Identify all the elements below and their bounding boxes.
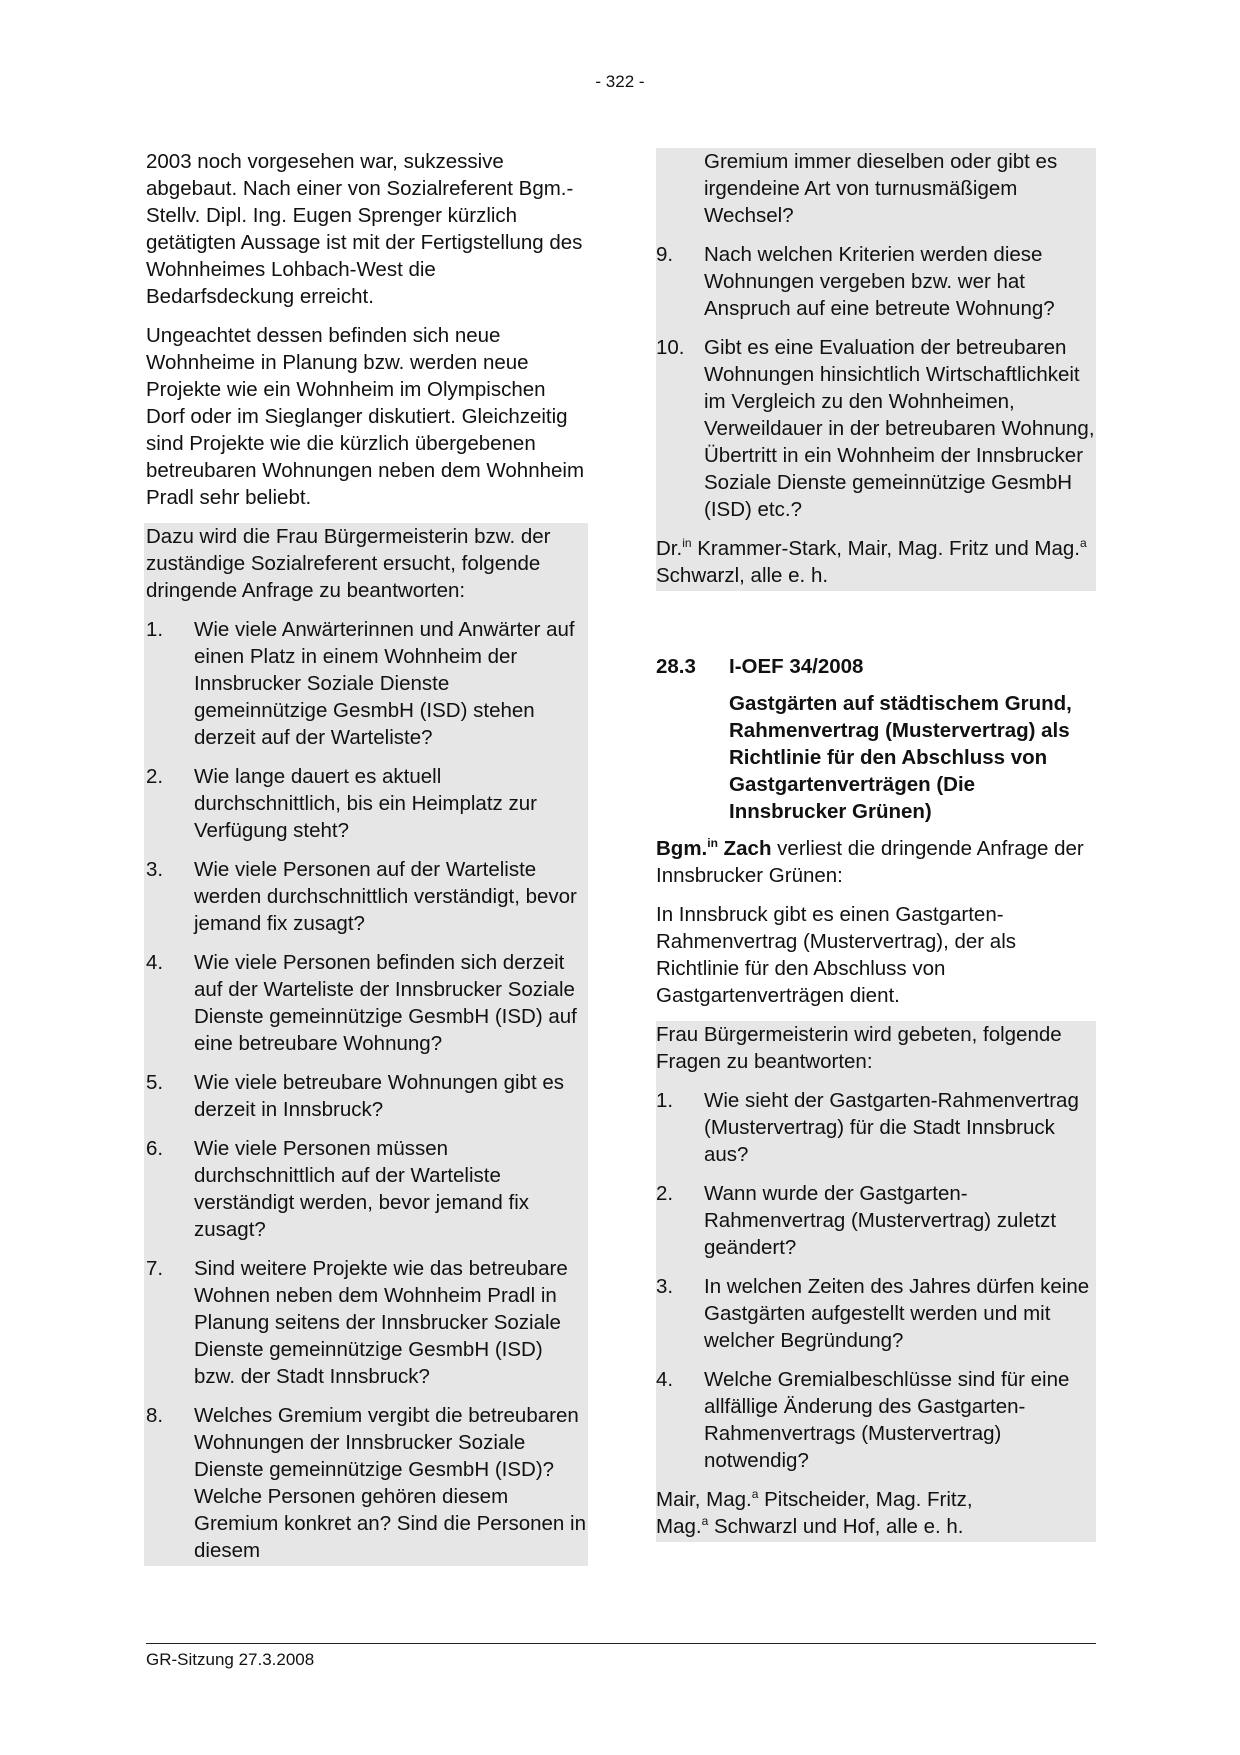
question-list — [656, 241, 1096, 523]
item-number: 9. — [656, 243, 674, 266]
section-code: I-OEF 34/2008 — [729, 655, 864, 678]
item-text: Welche Gremialbeschlüsse sind für eine allfällige Änderung des Gastgarten-Rahmenvertrags (Mustervertrag) notwendig? — [704, 1368, 1070, 1472]
item-text: Nach welchen Kriterien werden diese Wohnungen vergeben bzw. wer hat Anspruch auf eine betreute Wohnung? — [704, 243, 1055, 320]
item-text: Gibt es eine Evaluation der betreubaren Wohnungen hinsichtlich Wirtschaftlichkeit im Vergleich zu den Wohnheimen, Verweildauer in der betreubaren Wohnung, Übertritt in ein Wohnheim der Innsbrucker Soziale Dienste gemeinnützige GesmbH (ISD) etc.? — [704, 336, 1095, 521]
list-item — [146, 1402, 588, 1564]
list-item — [146, 616, 588, 751]
item-number: 7. — [146, 1257, 164, 1280]
question-list — [146, 616, 588, 1564]
item-number: 2. — [656, 1182, 674, 1205]
list-item — [146, 856, 588, 937]
item-number: 2. — [146, 765, 164, 788]
item-text: Wie viele Anwärterinnen und Anwärter auf einen Platz in einem Wohnheim der Innsbrucker Soziale Dienste gemeinnützige GesmbH (ISD) stehen derzeit auf der Warteliste? — [194, 618, 575, 749]
item-text: Sind weitere Projekte wie das betreubare Wohnen neben dem Wohnheim Pradl in Planung seitens der Innsbrucker Soziale Dienste gemeinnützige GesmbH (ISD) bzw. der Stadt Innsbruck? — [194, 1257, 568, 1388]
list-item — [146, 763, 588, 844]
paragraph: In Innsbruck gibt es einen Gastgarten-Rahmenvertrag (Mustervertrag), der als Richtlinie für den Abschluss von Gastgartenverträgen dient. — [656, 903, 1017, 1007]
item-text: Wie viele Personen müssen durchschnittlich auf der Warteliste verständigt werden, bevor jemand fix zusagt? — [194, 1137, 530, 1241]
signatories: Mair, Mag.$^a$ Pitscheider, Mag. Fritz, Mag.$^a$ Schwarzl und Hof, alle e. h. — [656, 1487, 973, 1538]
page-number: - 322 - — [595, 72, 645, 91]
item-number: 1. — [656, 1089, 674, 1112]
item-text: In welchen Zeiten des Jahres dürfen keine Gastgärten aufgestellt werden und mit welcher Begründung? — [704, 1275, 1090, 1352]
footer-divider — [146, 1643, 1096, 1644]
item-number: 4. — [146, 951, 164, 974]
item-text: Wie viele Personen auf der Warteliste werden durchschnittlich verständigt, bevor jemand fix zusagt? — [194, 858, 577, 935]
signatories: Dr.$^{in}$ Krammer-Stark, Mair, Mag. Fritz und Mag.$^a$ Schwarzl, alle e. h. — [656, 536, 1087, 587]
item-number: 10. — [656, 336, 685, 359]
list-item — [656, 241, 1096, 322]
item-number: 6. — [146, 1137, 164, 1160]
item-number: 3. — [146, 858, 164, 881]
item-number: 8. — [146, 1404, 164, 1427]
list-item — [146, 1255, 588, 1390]
list-item — [146, 1135, 588, 1243]
right-column — [656, 148, 1096, 1542]
item-text: Wann wurde der Gastgarten-Rahmenvertrag (Mustervertrag) zuletzt geändert? — [704, 1182, 1057, 1259]
left-column — [146, 148, 588, 1566]
question-list — [656, 1087, 1096, 1474]
reader-line: Bgm.$^{in}$ Zach verliest die dringende Anfrage der Innsbrucker Grünen: — [656, 836, 1084, 887]
item-number: 3. — [656, 1275, 674, 1298]
item-text: Welches Gremium vergibt die betreubaren Wohnungen der Innsbrucker Soziale Dienste gemeinnützige GesmbH (ISD)? Welche Personen gehören diesem Gremium konkret an? Sind die Personen in diesem — [194, 1404, 586, 1562]
request-intro: Dazu wird die Frau Bürgermeisterin bzw. der zuständige Sozialreferent ersucht, folgende dringende Anfrage zu beantworten: — [146, 525, 551, 602]
request-block — [144, 523, 588, 1566]
item-text: Wie lange dauert es aktuell durchschnittlich, bis ein Heimplatz zur Verfügung steht? — [194, 765, 537, 842]
item-number: 4. — [656, 1368, 674, 1391]
request-block-2 — [656, 1021, 1096, 1542]
section-title: Gastgärten auf städtischem Grund, Rahmenvertrag (Mustervertrag) als Richtlinie für den Abschluss von Gastgartenverträgen (Die Innsbrucker Grünen) — [729, 692, 1072, 823]
item-text: Wie viele betreubare Wohnungen gibt es derzeit in Innsbruck? — [194, 1071, 564, 1121]
list-item — [656, 1273, 1096, 1354]
list-item — [146, 1069, 588, 1123]
paragraph: 2003 noch vorgesehen war, sukzessive abgebaut. Nach einer von Sozialreferent Bgm.-Stellv. Dipl. Ing. Eugen Sprenger kürzlich getätigten Aussage ist mit der Fertigstellung des Wohnheimes Lohbach-West die Bedarfsdeckung erreicht. — [146, 150, 583, 308]
section-number: 28.3 — [656, 655, 696, 678]
request-block-continued — [656, 148, 1096, 591]
item-text: Wie sieht der Gastgarten-Rahmenvertrag (Mustervertrag) für die Stadt Innsbruck aus? — [704, 1089, 1079, 1166]
paragraph: Ungeachtet dessen befinden sich neue Wohnheime in Planung bzw. werden neue Projekte wie ein Wohnheim im Olympischen Dorf oder im Sieglanger diskutiert. Gleichzeitig sind Projekte wie die kürzlich übergebenen betreubaren Wohnungen neben dem Wohnheim Pradl sehr beliebt. — [146, 324, 585, 509]
list-item — [656, 334, 1096, 523]
list-item — [656, 1180, 1096, 1261]
list-item — [146, 949, 588, 1057]
footer: GR-Sitzung 27.3.2008 — [146, 1650, 315, 1669]
item-text: Wie viele Personen befinden sich derzeit auf der Warteliste der Innsbrucker Soziale Dienste gemeinnützige GesmbH (ISD) auf eine betreubare Wohnung? — [194, 951, 577, 1055]
list-item — [656, 1087, 1096, 1168]
list-item — [656, 1366, 1096, 1474]
item-number: 5. — [146, 1071, 164, 1094]
item-number: 1. — [146, 618, 164, 641]
section-heading — [656, 653, 1096, 680]
request-intro: Frau Bürgermeisterin wird gebeten, folgende Fragen zu beantworten: — [656, 1023, 1062, 1073]
question-continuation: Gremium immer dieselben oder gibt es irgendeine Art von turnusmäßigem Wechsel? — [704, 150, 1058, 227]
